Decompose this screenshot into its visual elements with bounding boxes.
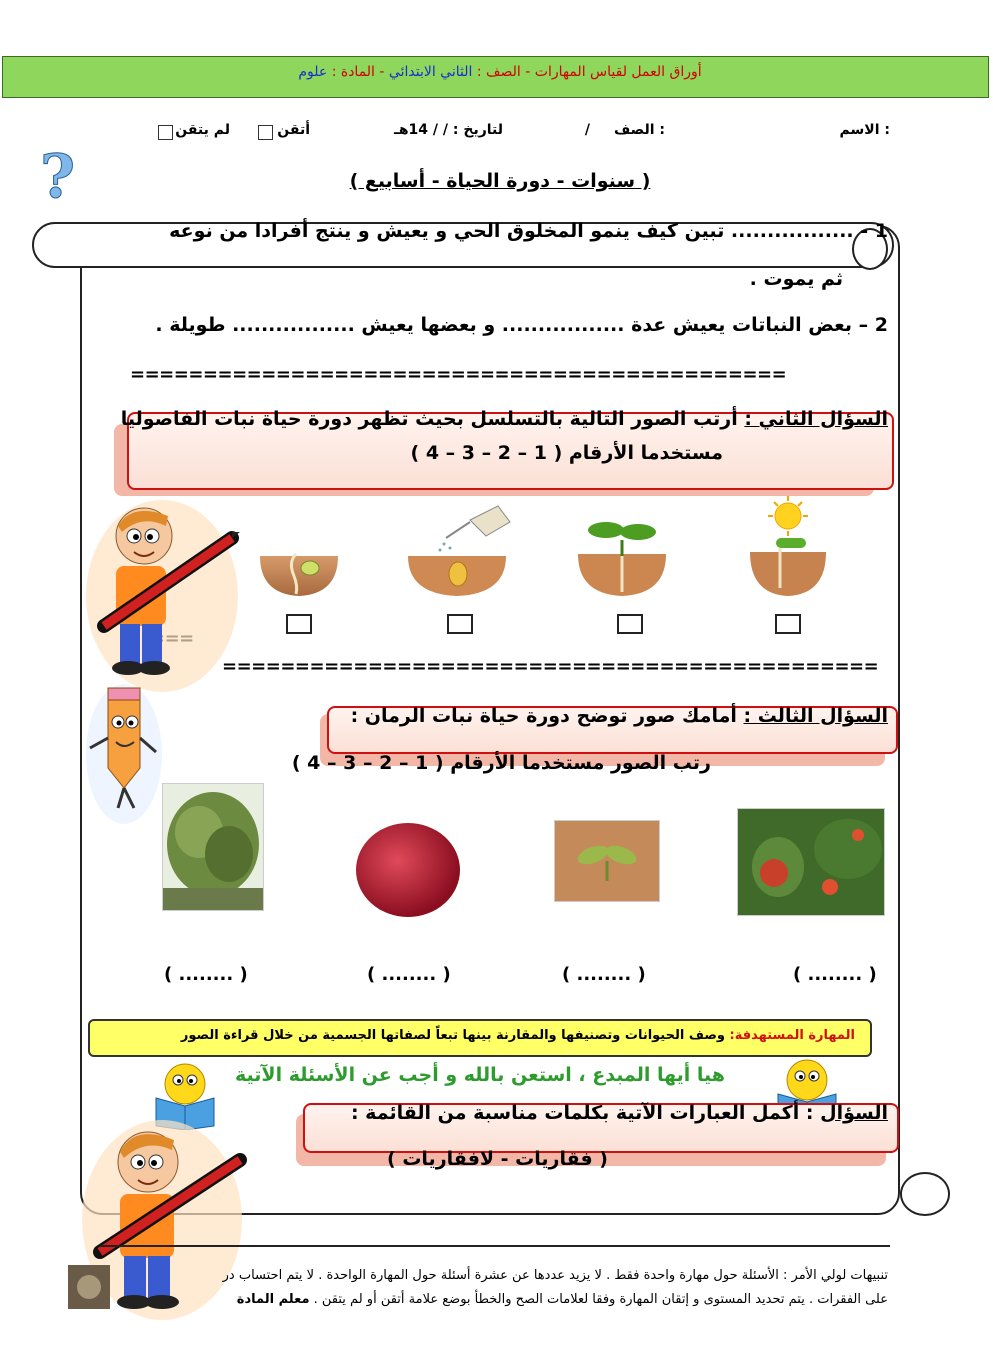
boy-with-pencil-icon [82, 496, 242, 696]
header-subject-label: المادة : [331, 64, 375, 80]
footer-note-1: تنبيهات لولي الأمر : الأسئلة حول مهارة واحدة فقط . لا يزيد عددها عن عشرة أسئلة حول المهارة الواحدة . لا يتم احتساب در [222, 1268, 888, 1283]
topic-title: ( سنوات - دورة الحياة - أسابيع ) [349, 170, 651, 192]
separator: ============================================= [130, 364, 787, 385]
q1-line1: 1 - ................. تبين كيف ينمو المخلوق الحي و يعيش و ينتج أفرادا من نوعه [169, 220, 888, 242]
bean-answer-box-2[interactable] [617, 614, 643, 634]
q3-answer-blank-1[interactable]: ( ........ ) [793, 964, 877, 985]
bean-watering-image [406, 500, 514, 598]
pomegranate-seeds-image [353, 820, 463, 920]
class-slash: / [584, 122, 590, 138]
header-prefix: أوراق العمل لقياس المهارات [534, 64, 702, 80]
separator: ============================================= [222, 656, 879, 677]
q3-answer-blank-4[interactable]: ( ........ ) [164, 964, 248, 985]
question-mark-icon [36, 145, 88, 207]
pencil-mascot-icon [84, 678, 164, 824]
q1-line2: 2 – بعض النباتات يعيش عدة ................. و بعضها يعيش ................. طويلة . [155, 314, 888, 336]
teacher-signature-label: معلم المادة [236, 1292, 310, 1307]
mastered-label: أتقن [277, 122, 310, 138]
q4-options: ( فقاريات - لافقاريات ) [387, 1148, 608, 1170]
scroll-curl-bottom [900, 1172, 950, 1216]
q1-line1-cont: ثم يموت . [749, 268, 843, 290]
header-dash: - [525, 64, 531, 80]
footer-rule [100, 1245, 890, 1247]
footer-note-2-text: على الفقرات . يتم تحديد المستوى و إتقان المهارة وفقا لعلامات الصح والخطأ بوضع علامة أتقن أو لم يتقن . [313, 1292, 888, 1307]
q3-text [351, 705, 888, 727]
q4-question: : أكمل العبارات الآتية بكلمات مناسبة من القائمة : [350, 1102, 814, 1124]
q2-question: أرتب الصور التالية بالتسلسل بحيث تظهر دورة حياة نبات الفاصوليا [120, 408, 738, 430]
info-row [160, 122, 890, 144]
pomegranate-fruit-image [737, 808, 885, 916]
mastered-checkbox[interactable] [258, 125, 273, 140]
q3-answer-blank-2[interactable]: ( ........ ) [562, 964, 646, 985]
skill-label: المهارة المستهدفة: [729, 1028, 855, 1043]
q3-question: أمامك صور توضح دورة حياة نبات الرمان : [350, 705, 737, 727]
header-grade-label: الصف : [476, 64, 521, 80]
not-mastered-label: لم يتقن [175, 122, 230, 138]
bean-sun-plant-image [748, 496, 828, 598]
q2-label: السؤال الثاني : [744, 408, 888, 430]
q2-text2: مستخدما الأرقام ( 1 – 2 – 3 – 4 ) [410, 442, 723, 464]
pomegranate-tree-image [162, 783, 264, 911]
encouragement-text: هيا أيها المبدع ، استعن بالله و أجب عن الأسئلة الآتية [235, 1064, 725, 1086]
header-subject-value: علوم [298, 64, 328, 80]
class-label: الصف : [613, 122, 665, 138]
q3-text2: رتب الصور مستخدما الأرقام ( 1 – 2 – 3 – 4 ) [291, 752, 711, 774]
skill-description: وصف الحيوانات وتصنيفها والمقارنة بينها تبعاً لصفاتها الجسمية من خلال قراءة الصور [180, 1028, 725, 1043]
q4-label: السؤال [820, 1102, 888, 1124]
bean-answer-box-3[interactable] [447, 614, 473, 634]
footer-emblem-icon [68, 1265, 110, 1309]
header-dash: - [379, 64, 385, 80]
name-label: الاسم : [839, 122, 890, 138]
header-text [0, 64, 993, 80]
q4-text [351, 1102, 888, 1124]
skill-text [100, 1028, 855, 1043]
svg-text:?: ? [40, 145, 76, 207]
q3-label: السؤال الثالث : [743, 705, 888, 727]
not-mastered-checkbox[interactable] [158, 125, 173, 140]
bean-answer-box-4[interactable] [286, 614, 312, 634]
header-grade-value: الثاني الابتدائي [388, 64, 473, 80]
date-label: لتاريخ : / / 14هـ [394, 122, 503, 138]
bean-seed-sprout-image [258, 542, 340, 598]
bean-seedling-image [576, 510, 668, 598]
footer-note-2 [237, 1292, 888, 1307]
bean-answer-box-1[interactable] [775, 614, 801, 634]
pomegranate-sprout-image [554, 820, 660, 902]
q2-text [121, 408, 888, 430]
q3-answer-blank-3[interactable]: ( ........ ) [367, 964, 451, 985]
